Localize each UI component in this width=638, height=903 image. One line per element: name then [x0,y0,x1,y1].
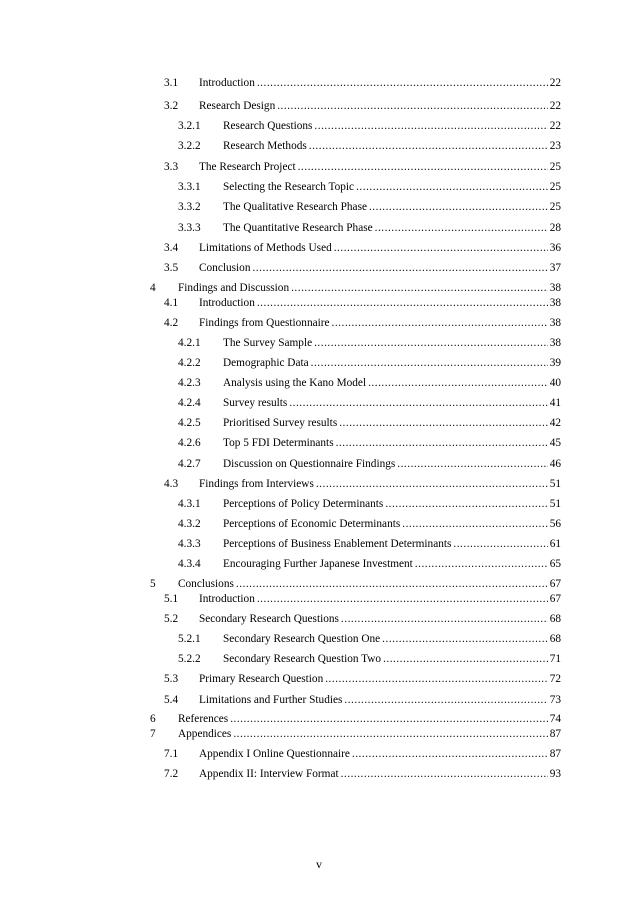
toc-entry[interactable] [178,396,561,410]
toc-dot-leader [277,99,547,113]
toc-entry-title: Conclusions [178,578,234,590]
toc-entry-page: 68 [549,633,561,645]
toc-entry-number: 5.3 [164,673,179,685]
toc-dot-leader [233,727,547,741]
toc-entry-page: 22 [549,100,561,112]
toc-entry-page: 46 [549,458,561,470]
toc-entry[interactable] [178,557,561,571]
toc-entry[interactable] [178,457,561,471]
toc-entry-number: 5 [150,578,156,590]
toc-entry-title: Research Methods [223,140,307,152]
toc-dot-leader [383,652,548,666]
toc-dot-leader [334,241,548,255]
toc-dot-leader [257,296,548,310]
toc-entry-title: Perceptions of Policy Determinants [223,498,384,510]
toc-dot-leader [332,316,548,330]
toc-entry-page: 51 [549,498,561,510]
toc-dot-leader [336,436,548,450]
toc-entry[interactable] [150,727,561,741]
toc-entry-title: Research Design [199,100,276,112]
toc-entry-title: Introduction [199,593,255,605]
toc-entry[interactable] [178,119,561,133]
toc-entry[interactable] [178,416,561,430]
toc-entry-page: 87 [549,748,561,760]
toc-entry-number: 3.4 [164,242,179,254]
toc-dot-leader [402,517,547,531]
page-number: v [316,857,322,871]
toc-entry[interactable] [178,497,561,511]
toc-dot-leader [341,612,548,626]
toc-dot-leader [314,336,548,350]
toc-entry-title: Appendix I Online Questionnaire [199,748,350,760]
toc-entry-title: Findings from Questionnaire [199,317,330,329]
toc-entry-number: 3.5 [164,262,179,274]
toc-entry-number: 5.1 [164,593,179,605]
toc-dot-leader [311,356,548,370]
toc-dot-leader [382,632,548,646]
toc-entry-number: 5.2.1 [178,633,201,645]
toc-entry[interactable] [150,712,561,726]
toc-dot-leader [257,592,548,606]
toc-dot-leader [397,457,547,471]
toc-entry-page: 22 [549,120,561,132]
toc-entry-title: Limitations of Methods Used [199,242,332,254]
toc-entry-number: 6 [150,713,156,725]
toc-dot-leader [356,180,548,194]
toc-dot-leader [453,537,547,551]
toc-entry-number: 4.3.2 [178,518,201,530]
toc-entry-number: 4.2.7 [178,458,201,470]
toc-entry-title: Perceptions of Business Enablement Determinants [223,538,452,550]
toc-dot-leader [291,281,548,295]
toc-entry-number: 4.2.5 [178,417,201,429]
toc-entry-number: 4.2.3 [178,377,201,389]
toc-entry-page: 51 [549,478,561,490]
toc-entry-number: 4.2 [164,317,179,329]
toc-dot-leader [236,577,548,591]
toc-dot-leader [289,396,547,410]
toc-entry-title: Selecting the Research Topic [223,181,355,193]
toc-entry-page: 39 [549,357,561,369]
toc-entry-number: 4.1 [164,297,179,309]
toc-entry-page: 28 [549,222,561,234]
toc-entry-number: 3.3.2 [178,201,201,213]
toc-entry-title: Research Questions [223,120,313,132]
toc-entry-number: 3.3 [164,161,179,173]
toc-entry-page: 42 [549,417,561,429]
toc-dot-leader [339,416,547,430]
toc-entry-page: 25 [549,181,561,193]
toc-entry-page: 37 [549,262,561,274]
toc-entry[interactable] [178,139,561,153]
toc-entry-page: 72 [549,673,561,685]
toc-entry-page: 23 [549,140,561,152]
toc-entry[interactable] [164,99,561,113]
toc-entry-title: The Survey Sample [223,337,313,349]
toc-dot-leader [309,139,548,153]
toc-entry-title: Discussion on Questionnaire Findings [223,458,396,470]
toc-entry[interactable] [150,577,561,591]
toc-entry-number: 5.2 [164,613,179,625]
toc-entry-page: 38 [549,297,561,309]
toc-entry-title: Analysis using the Kano Model [223,377,367,389]
toc-entry-title: Top 5 FDI Determinants [223,437,334,449]
toc-entry-number: 7 [150,728,156,740]
toc-entry-page: 67 [549,578,561,590]
toc-entry-page: 25 [549,161,561,173]
toc-entry-page: 25 [549,201,561,213]
toc-entry-number: 4 [150,282,156,294]
toc-entry-title: References [178,713,229,725]
toc-entry[interactable] [178,376,561,390]
toc-entry[interactable] [164,316,561,330]
toc-entry[interactable] [178,221,561,235]
toc-entry-title: The Quantitative Research Phase [223,222,373,234]
toc-entry-page: 71 [549,653,561,665]
toc-entry-number: 4.3 [164,478,179,490]
toc-entry[interactable] [164,160,561,174]
toc-entry-title: The Research Project [199,161,296,173]
toc-entry[interactable] [178,180,561,194]
toc-entry-title: Appendices [178,728,232,740]
toc-entry-page: 87 [549,728,561,740]
toc-entry-number: 4.2.6 [178,437,201,449]
toc-dot-leader [415,557,548,571]
toc-entry-title: Findings and Discussion [178,282,290,294]
toc-entry-page: 36 [549,242,561,254]
toc-entry-page: 74 [549,713,561,725]
toc-entry-number: 3.2.1 [178,120,201,132]
toc-entry[interactable] [164,296,561,310]
toc-dot-leader [369,200,548,214]
toc-entry-number: 3.3.3 [178,222,201,234]
toc-entry-title: Findings from Interviews [199,478,314,490]
toc-dot-leader [298,160,548,174]
toc-entry[interactable] [164,592,561,606]
toc-entry-title: Appendix II: Interview Format [199,768,339,780]
toc-entry-title: Prioritised Survey results [223,417,338,429]
toc-entry-number: 4.3.1 [178,498,201,510]
toc-entry-title: Limitations and Further Studies [199,694,343,706]
toc-entry-number: 3.1 [164,77,179,89]
toc-entry-title: Perceptions of Economic Determinants [223,518,401,530]
toc-dot-leader [316,477,548,491]
toc-entry-page: 38 [549,317,561,329]
toc-entry[interactable] [178,537,561,551]
toc-entry[interactable] [178,436,561,450]
toc-dot-leader [352,747,548,761]
toc-entry-number: 5.2.2 [178,653,201,665]
toc-dot-leader [344,693,547,707]
toc-entry[interactable] [164,612,561,626]
toc-entry[interactable] [178,632,561,646]
toc-entry-page: 56 [549,518,561,530]
toc-entry-number: 4.3.4 [178,558,201,570]
toc-entry-number: 4.2.4 [178,397,201,409]
toc-dot-leader [385,497,547,511]
toc-entry-page: 40 [549,377,561,389]
toc-dot-leader [252,261,547,275]
toc-entry[interactable] [164,76,561,90]
toc-entry-number: 4.2.2 [178,357,201,369]
toc-entry[interactable] [178,336,561,350]
toc-entry-page: 45 [549,437,561,449]
toc-entry-number: 7.1 [164,748,179,760]
toc-entry[interactable] [164,241,561,255]
toc-entry-page: 22 [549,77,561,89]
toc-entry-title: Demographic Data [223,357,309,369]
toc-entry[interactable] [164,672,561,686]
toc-entry[interactable] [164,747,561,761]
toc-entry-number: 4.2.1 [178,337,201,349]
toc-entry-number: 3.2.2 [178,140,201,152]
toc-dot-leader [368,376,548,390]
toc-entry-title: Survey results [223,397,288,409]
toc-entry-title: Conclusion [199,262,251,274]
toc-entry-number: 3.2 [164,100,179,112]
toc-entry[interactable] [178,356,561,370]
toc-entry-page: 61 [549,538,561,550]
toc-entry[interactable] [164,767,561,781]
toc-entry-title: Introduction [199,77,255,89]
toc-entry-page: 68 [549,613,561,625]
toc-entry-number: 5.4 [164,694,179,706]
toc-entry-page: 73 [549,694,561,706]
toc-entry-title: Encouraging Further Japanese Investment [223,558,413,570]
toc-entry-title: Secondary Research Question One [223,633,381,645]
toc-entry-title: The Qualitative Research Phase [223,201,367,213]
toc-entry[interactable] [164,261,561,275]
toc-entry-page: 38 [549,282,561,294]
toc-entry-title: Primary Research Question [199,673,324,685]
toc-entry-title: Secondary Research Questions [199,613,339,625]
toc-entry[interactable] [164,693,561,707]
toc-entry[interactable] [178,652,561,666]
toc-entry[interactable] [150,281,561,295]
toc-entry-page: 67 [549,593,561,605]
toc-entry-number: 7.2 [164,768,179,780]
toc-dot-leader [257,76,548,90]
toc-entry-page: 93 [549,768,561,780]
toc-entry-number: 3.3.1 [178,181,201,193]
toc-dot-leader [341,767,548,781]
toc-entry[interactable] [178,517,561,531]
toc-entry-page: 41 [549,397,561,409]
toc-entry[interactable] [164,477,561,491]
toc-dot-leader [314,119,547,133]
toc-entry-number: 4.3.3 [178,538,201,550]
toc-entry-page: 65 [549,558,561,570]
toc-entry-title: Secondary Research Question Two [223,653,382,665]
toc-entry-page: 38 [549,337,561,349]
toc-entry-title: Introduction [199,297,255,309]
toc-dot-leader [325,672,547,686]
toc-entry[interactable] [178,200,561,214]
toc-dot-leader [375,221,548,235]
toc-dot-leader [230,712,548,726]
